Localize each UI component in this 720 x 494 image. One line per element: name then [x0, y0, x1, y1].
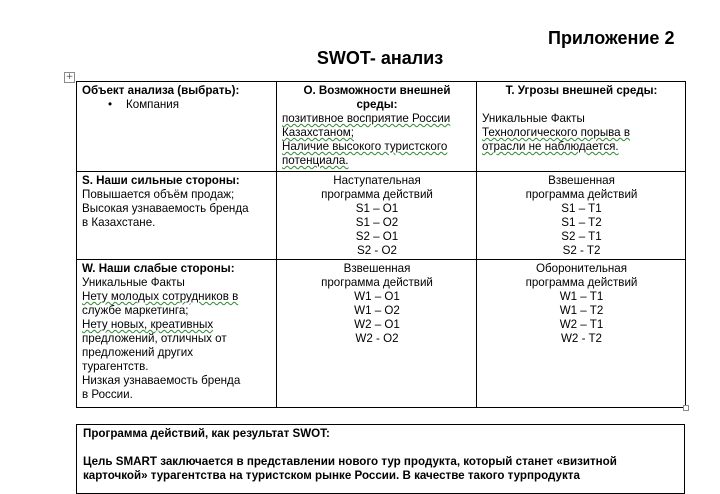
wt-pair: W2 – T1 — [559, 318, 604, 331]
table-row-strengths — [77, 172, 686, 260]
wt-strategy-cell — [477, 260, 686, 408]
strengths-title: S. Наши сильные стороны: — [82, 174, 240, 187]
appendix-label: Приложение 2 — [548, 28, 675, 48]
threat-item: Уникальные Факты — [482, 112, 585, 125]
wo-title: Взвешенная — [343, 262, 411, 275]
so-title: Наступательная — [333, 174, 421, 187]
bullet-icon: • — [108, 98, 113, 111]
weakness-item: службе маркетинга; — [82, 304, 189, 317]
threats-title: Т. Угрозы внешней среды: — [505, 84, 658, 97]
program-line: Цель SMART заключается в представлении нового тур продукта, который станет «визитной — [83, 455, 617, 468]
object-cell — [77, 82, 277, 172]
opportunity-item: позитивное восприятие России — [282, 112, 451, 125]
wo-pair: W1 – O2 — [354, 304, 400, 317]
action-program-box — [76, 424, 685, 494]
opportunities-title-2: среды: — [356, 98, 398, 111]
st-title: Взвешенная — [548, 174, 615, 187]
wt-pair: W2 - T2 — [560, 332, 602, 345]
table-row-header — [77, 82, 686, 172]
weakness-item: в России. — [82, 388, 133, 401]
threats-cell — [477, 82, 686, 172]
strength-item: в Казахстане. — [82, 216, 156, 229]
opportunities-cell — [277, 82, 477, 172]
weakness-item: Нету молодых сотрудников в — [82, 290, 239, 303]
st-pair: S1 – T1 — [561, 202, 602, 215]
weakness-item: Уникальные Факты — [82, 276, 185, 289]
st-pair: S1 – T2 — [561, 216, 602, 229]
st-pair: S2 – T1 — [561, 230, 602, 243]
opportunity-item: потенциала. — [282, 154, 349, 167]
swot-table — [76, 81, 686, 408]
wt-pair: W1 – T2 — [559, 304, 604, 317]
so-pair: S1 – O2 — [355, 216, 399, 229]
wt-title: Оборонительная — [535, 262, 628, 275]
so-subtitle: программа действий — [321, 188, 433, 201]
weaknesses-cell — [77, 260, 277, 408]
move-table-icon[interactable]: + — [65, 72, 74, 82]
st-strategy-cell — [477, 172, 686, 260]
weaknesses-title: W. Наши слабые стороны: — [82, 262, 235, 275]
wo-pair: W1 – O1 — [354, 290, 400, 303]
object-label: Объект анализа (выбрать): — [82, 84, 240, 97]
st-subtitle: программа действий — [525, 188, 638, 201]
weakness-item: турагентств. — [82, 360, 149, 373]
weakness-item: Низкая узнаваемость бренда — [82, 374, 241, 387]
threat-item: Технологического порыва в — [482, 126, 631, 139]
wo-strategy-cell — [277, 260, 477, 408]
program-line: карточкой» турагентства на туристском рынке России. В качестве такого турпродукта — [83, 469, 580, 482]
program-heading: Программа действий, как результат SWOT: — [83, 427, 330, 440]
weakness-item: предложений, отличных от — [82, 332, 227, 345]
strengths-cell — [77, 172, 277, 260]
so-pair: S2 – O1 — [355, 230, 399, 243]
page-title: SWOT- анализ — [316, 48, 444, 68]
st-pair: S2 - T2 — [562, 244, 601, 257]
table-resize-handle[interactable] — [683, 405, 689, 411]
wo-pair: W2 – O1 — [354, 318, 400, 331]
wo-subtitle: программа действий — [321, 276, 433, 289]
wt-pair: W1 – T1 — [559, 290, 604, 303]
opportunity-item: Казахстаном; — [282, 126, 354, 139]
opportunities-title: О. Возможности внешней — [303, 84, 451, 97]
object-option — [82, 98, 272, 112]
wo-pair: W2 - O2 — [355, 332, 399, 345]
opportunity-item: Наличие высокого туристского — [282, 140, 448, 153]
wt-subtitle: программа действий — [525, 276, 638, 289]
threat-item: отрасли не наблюдается. — [482, 140, 619, 153]
object-value: Компания — [126, 98, 180, 111]
strength-item: Высокая узнаваемость бренда — [82, 202, 249, 215]
so-strategy-cell — [277, 172, 477, 260]
so-pair: S1 – O1 — [355, 202, 399, 215]
table-row-weaknesses — [77, 260, 686, 408]
weakness-item: Нету новых, креативных — [82, 318, 214, 331]
weakness-item: предложений других — [82, 346, 194, 359]
so-pair: S2 - O2 — [357, 244, 397, 257]
strength-item: Повышается объём продаж; — [82, 188, 235, 201]
